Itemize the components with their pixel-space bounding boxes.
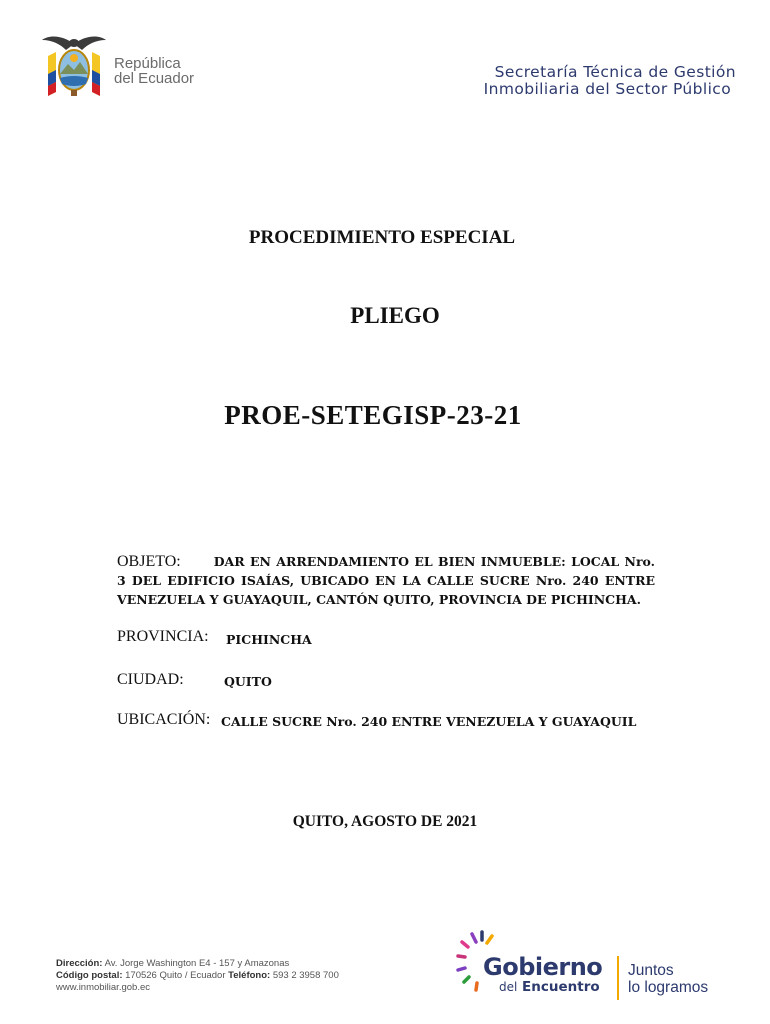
republica-ecuador-wordmark: República del Ecuador — [114, 55, 195, 87]
objeto-field — [117, 552, 655, 609]
footer-website: www.inmobiliar.gob.ec — [56, 982, 150, 993]
procedure-title: PROCEDIMIENTO ESPECIAL — [248, 227, 516, 248]
objeto-label: OBJETO: — [117, 553, 181, 570]
del-encuentro-wordmark: del Encuentro — [499, 979, 600, 995]
ciudad-value: QUITO — [224, 674, 272, 689]
footer-address: Dirección: Av. Jorge Washington E4 - 157 y Amazonas — [56, 958, 290, 969]
procedure-code: PROE-SETEGISP-23-21 — [224, 400, 522, 430]
agency-name: Secretaría Técnica de Gestión Inmobiliaria del Sector Público — [483, 63, 736, 98]
footer-postal: Código postal: 170526 Quito / Ecuador Teléfono: 593 2 3958 700 — [56, 970, 339, 981]
logo-divider — [617, 956, 619, 1000]
provincia-value: PICHINCHA — [226, 632, 312, 647]
document-date: QUITO, AGOSTO DE 2021 — [292, 813, 478, 830]
provincia-label: PROVINCIA: — [117, 628, 209, 645]
gobierno-wordmark: Gobierno — [483, 953, 603, 981]
ubicacion-value: CALLE SUCRE Nro. 240 ENTRE VENEZUELA Y GUAYAQUIL — [221, 714, 637, 729]
slogan: Juntos lo logramos — [628, 962, 709, 996]
coat-of-arms-icon — [38, 30, 110, 102]
objeto-value: DAR EN ARRENDAMIENTO EL BIEN INMUEBLE: LOCAL Nro. 3 DEL EDIFICIO ISAÍAS, UBICADO EN LA CALLE SUCRE Nro. 240 ENTRE VENEZUELA Y GUAYAQUIL, CANTÓN QUITO, PROVINCIA DE PICHINCHA. — [117, 554, 656, 607]
ciudad-label: CIUDAD: — [117, 671, 184, 688]
ubicacion-label: UBICACIÓN: — [117, 711, 211, 728]
document-type-title: PLIEGO — [350, 303, 440, 328]
